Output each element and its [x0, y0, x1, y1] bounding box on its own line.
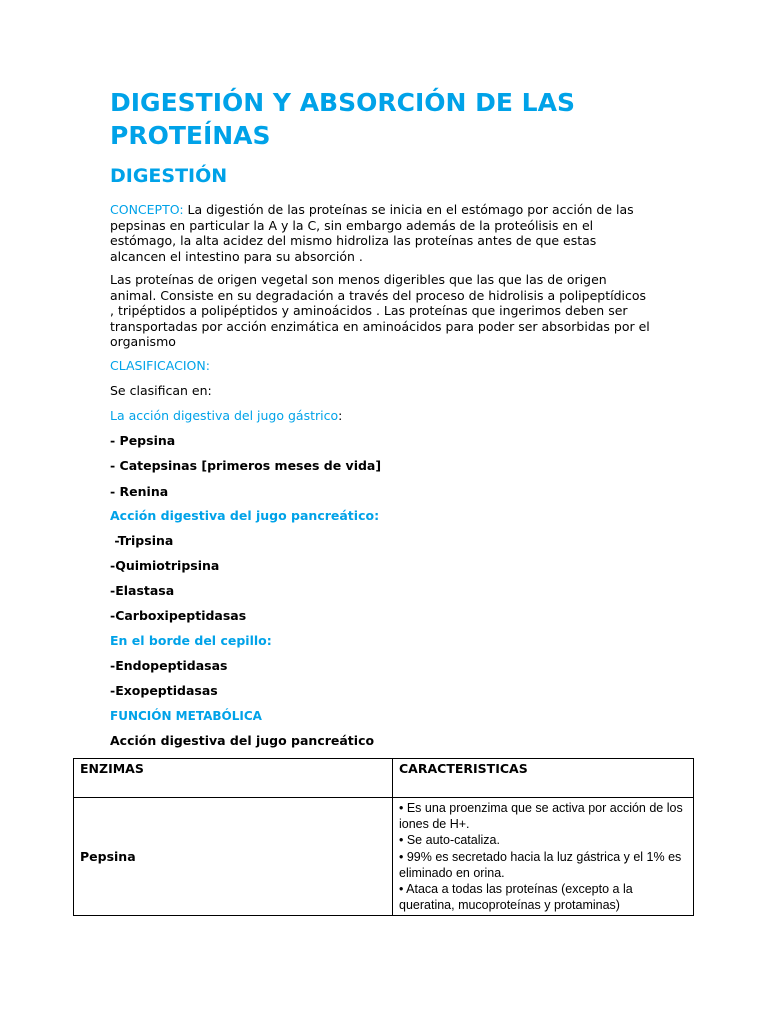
list-item-elastasa: -Elastasa	[110, 583, 175, 598]
jugo-gastrico-heading	[110, 408, 342, 424]
clasificacion-label: CLASIFICACION:	[110, 358, 210, 373]
list-item-pepsina: - Pepsina	[110, 433, 176, 448]
table-caption: Acción digestiva del jugo pancreático	[110, 733, 375, 748]
section-heading-digestion: DIGESTIÓN	[110, 165, 228, 187]
origin-paragraph: Las proteínas de origen vegetal son menos digeribles que las que las de origen animal. Consiste en su degradación a través del proceso de hidrolisis a polipeptídicos , tripéptidos a polipéptidos y aminoácidos . Las proteínas que ingerimos deben ser transportadas por acción enzimática en aminoácidos para poder ser absorbidas por el organismo	[110, 272, 650, 349]
enzymes-table	[73, 758, 694, 916]
borde-cepillo-heading: En el borde del cepillo:	[110, 633, 272, 648]
funcion-metabolica-heading: FUNCIÓN METABÓLICA	[110, 709, 262, 723]
concepto-text: La digestión de las proteínas se inicia en el estómago por acción de las pepsinas en particular la A y la C, sin embargo además de la proteólisis en el estómago, la alta acidez del mismo hidroliza las proteínas antes de que estas alcancen el intestino para su absorción .	[110, 202, 634, 264]
characteristic-item: • 99% es secretado hacia la luz gástrica y el 1% es eliminado en orina.	[399, 849, 682, 880]
list-item-tripsina: -Tripsina	[110, 533, 174, 548]
table-cell-caracteristicas	[393, 798, 694, 916]
characteristics-list	[399, 800, 687, 913]
list-item-carboxipeptidasas: -Carboxipeptidasas	[110, 608, 247, 623]
list-item-exopeptidasas: -Exopeptidasas	[110, 683, 218, 698]
list-item-catepsinas: - Catepsinas [primeros meses de vida]	[110, 458, 382, 473]
characteristic-item: • Se auto-cataliza.	[399, 833, 500, 848]
table-header-enzimas: ENZIMAS	[74, 759, 393, 798]
list-item-renina: - Renina	[110, 484, 169, 499]
table-row	[74, 798, 694, 916]
concepto-label: CONCEPTO:	[110, 202, 184, 217]
page-title: DIGESTIÓN Y ABSORCIÓN DE LAS PROTEÍNAS	[110, 88, 575, 150]
table-cell-enzima: Pepsina	[74, 798, 393, 916]
jugo-gastrico-heading-text: La acción digestiva del jugo gástrico	[110, 408, 339, 423]
table-header-row	[74, 759, 694, 798]
se-clasifican-text: Se clasifican en:	[110, 383, 212, 398]
list-item-quimiotripsina: -Quimiotripsina	[110, 558, 220, 573]
list-item-endopeptidasas: -Endopeptidasas	[110, 658, 228, 673]
characteristic-item: • Ataca a todas las proteínas (excepto a la queratina, mucoproteínas y protaminas)	[399, 882, 633, 913]
concepto-paragraph	[110, 202, 650, 264]
table-header-caracteristicas: CARACTERISTICAS	[393, 759, 694, 798]
characteristic-item: • Es una proenzima que se activa por acción de los iones de H+.	[399, 801, 683, 832]
jugo-pancreatico-heading: Acción digestiva del jugo pancreático:	[110, 508, 380, 523]
jugo-gastrico-colon: :	[338, 408, 343, 423]
